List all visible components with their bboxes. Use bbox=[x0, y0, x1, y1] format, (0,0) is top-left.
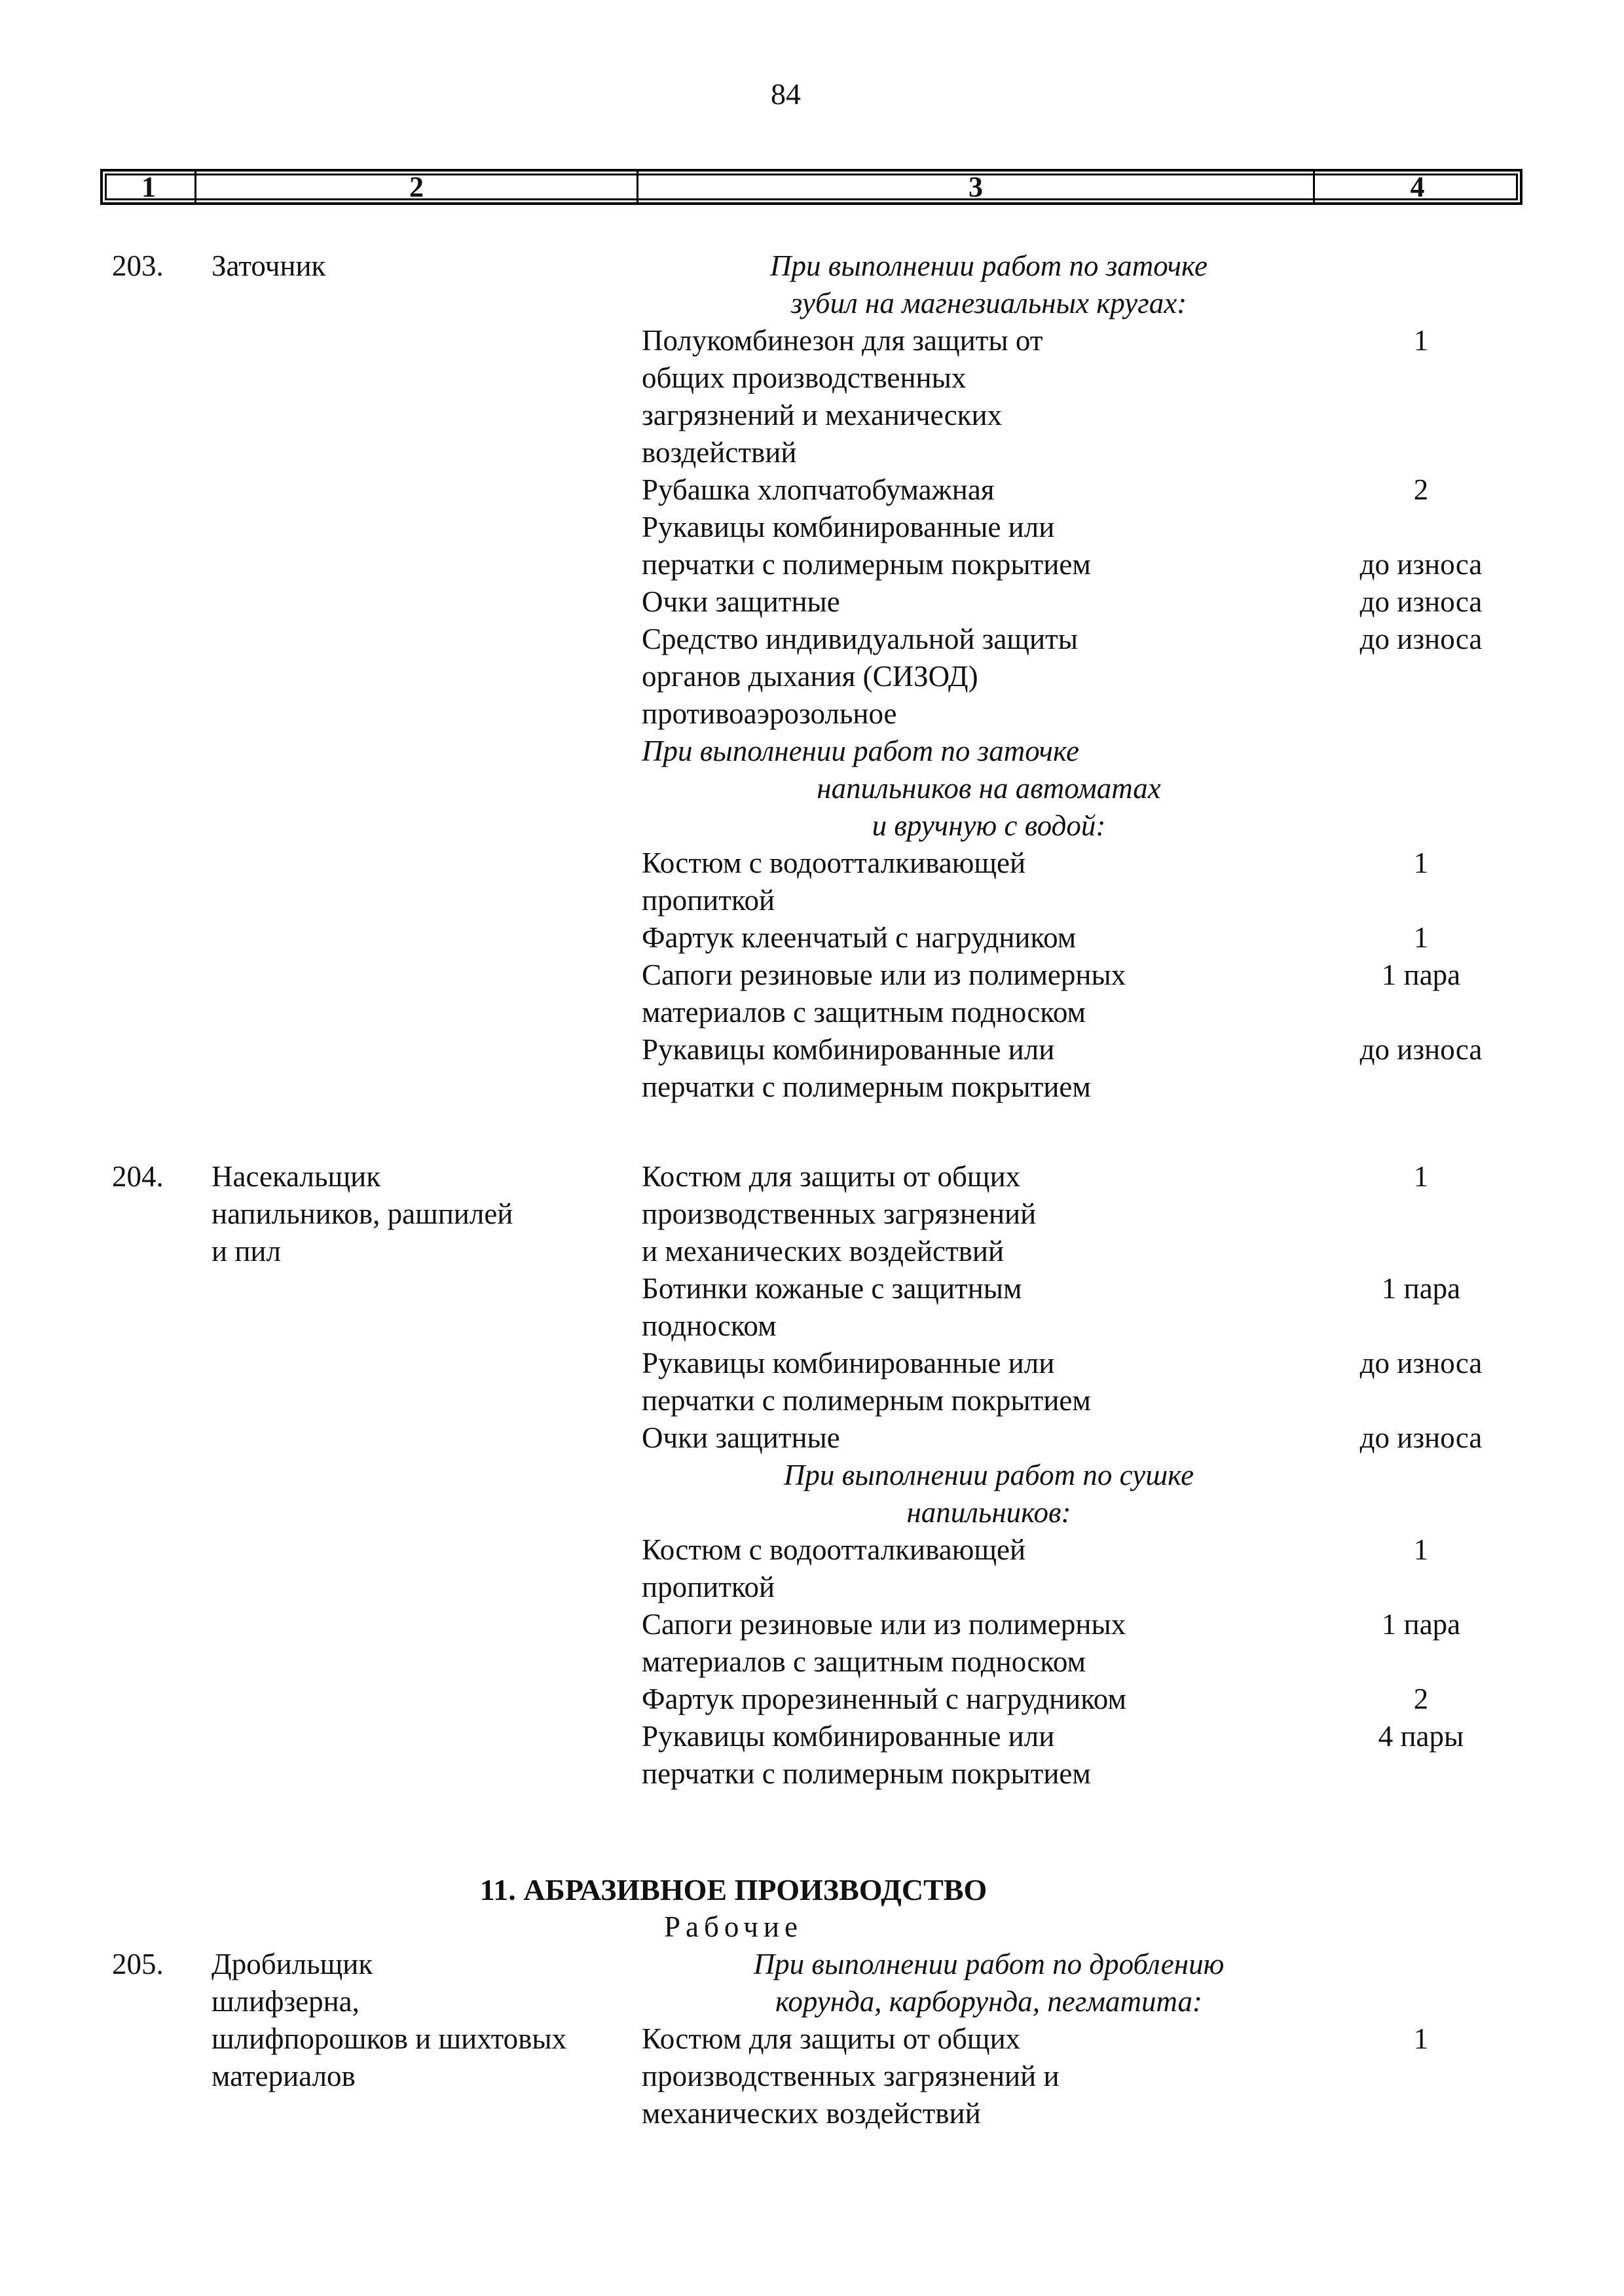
item-row bbox=[642, 1195, 1506, 1233]
item-row bbox=[642, 658, 1506, 695]
condition-heading: При выполнении работ по заточке bbox=[770, 249, 1208, 282]
item-quantity bbox=[1336, 994, 1506, 1031]
item-quantity bbox=[1336, 1233, 1506, 1270]
item-quantity bbox=[1336, 2095, 1506, 2132]
item-row bbox=[642, 359, 1506, 397]
item-description: Средство индивидуальной защиты bbox=[642, 623, 1079, 655]
page-number: 84 bbox=[771, 77, 801, 111]
spacer bbox=[112, 1106, 1520, 1158]
profession-line: и пил bbox=[212, 1235, 281, 1267]
item-description: Очки защитные bbox=[642, 1421, 840, 1454]
profession-line: шлифзерна, bbox=[212, 1985, 360, 2018]
item-row bbox=[642, 2095, 1506, 2132]
profession-line: Заточник bbox=[212, 249, 326, 282]
item-quantity: 1 bbox=[1413, 847, 1429, 879]
item-row bbox=[642, 845, 1506, 882]
item-quantity: 4 пары bbox=[1378, 1720, 1464, 1753]
profession-line: напильников, рашпилей bbox=[212, 1197, 513, 1230]
entry-items bbox=[642, 247, 1506, 1106]
condition-heading: зубил на магнезиальных кругах: bbox=[790, 287, 1187, 319]
item-quantity: 1 пара bbox=[1381, 958, 1461, 991]
item-description: Сапоги резиновые или из полимерных bbox=[642, 958, 1126, 991]
item-description: Костюм с водоотталкивающей bbox=[642, 1533, 1026, 1566]
item-description: Костюм для защиты от общих bbox=[642, 2022, 1021, 2055]
item-row bbox=[642, 1718, 1506, 1755]
item-row bbox=[642, 1382, 1506, 1419]
item-quantity bbox=[1336, 1643, 1506, 1681]
column-header-1: 1 bbox=[103, 172, 196, 202]
item-row bbox=[642, 1569, 1506, 1606]
item-row bbox=[642, 2020, 1506, 2058]
column-header-2: 2 bbox=[196, 172, 638, 202]
item-quantity bbox=[1336, 2058, 1506, 2095]
item-description: Рукавицы комбинированные или bbox=[642, 511, 1055, 543]
item-row bbox=[642, 397, 1506, 434]
item-row bbox=[642, 695, 1506, 733]
item-row bbox=[642, 1531, 1506, 1569]
item-quantity bbox=[1336, 695, 1506, 733]
item-description: Фартук прорезиненный с нагрудником bbox=[642, 1683, 1126, 1715]
item-description: Костюм для защиты от общих bbox=[642, 1160, 1021, 1193]
item-row bbox=[642, 957, 1506, 994]
section-subtitle: Рабочие bbox=[664, 1910, 803, 1943]
item-row bbox=[642, 509, 1506, 546]
table-entry bbox=[112, 1158, 1520, 1793]
entry-number: 204. bbox=[112, 1160, 164, 1193]
item-quantity: до износа bbox=[1359, 548, 1483, 581]
profession-line: Дробильщик bbox=[212, 1948, 373, 1980]
item-quantity: 1 пара bbox=[1381, 1608, 1461, 1641]
item-description: Рукавицы комбинированные или bbox=[642, 1720, 1055, 1753]
item-quantity: до износа bbox=[1359, 585, 1483, 618]
item-row bbox=[642, 1031, 1506, 1068]
item-row bbox=[642, 1419, 1506, 1457]
item-row bbox=[642, 1068, 1506, 1106]
entry-profession bbox=[212, 247, 642, 1106]
entry-items bbox=[642, 1946, 1506, 2132]
item-row bbox=[642, 1643, 1506, 1681]
item-quantity bbox=[1336, 1068, 1506, 1106]
item-quantity: 1 пара bbox=[1381, 1272, 1461, 1305]
item-quantity bbox=[1336, 1382, 1506, 1419]
table-entry bbox=[112, 1946, 1520, 2132]
condition-heading: напильников на автоматах bbox=[817, 772, 1161, 805]
section-title: 11. АБРАЗИВНОЕ ПРОИЗВОДСТВО bbox=[479, 1873, 987, 1906]
entry-profession bbox=[212, 1158, 642, 1793]
entry-number: 203. bbox=[112, 249, 164, 282]
item-description: противоаэрозольное bbox=[642, 697, 897, 730]
item-description: производственных загрязнений и bbox=[642, 2060, 1060, 2092]
table-entry bbox=[112, 247, 1520, 1106]
item-quantity bbox=[1336, 882, 1506, 919]
profession-line: Насекальщик bbox=[212, 1160, 381, 1193]
condition-heading: При выполнении работ по заточке bbox=[642, 735, 1079, 767]
item-row bbox=[642, 1270, 1506, 1307]
item-quantity bbox=[1336, 1307, 1506, 1345]
item-row bbox=[642, 434, 1506, 471]
entry-205 bbox=[112, 1946, 1520, 2132]
item-row bbox=[642, 1233, 1506, 1270]
item-description: общих производственных bbox=[642, 361, 967, 394]
condition-heading: При выполнении работ по сушке bbox=[783, 1459, 1194, 1491]
item-quantity bbox=[1336, 1195, 1506, 1233]
item-description: перчатки с полимерным покрытием bbox=[642, 548, 1091, 581]
entry-profession bbox=[212, 1946, 642, 2132]
item-row bbox=[642, 1307, 1506, 1345]
item-quantity: до износа bbox=[1359, 623, 1483, 655]
entry-items bbox=[642, 1158, 1506, 1793]
item-description: подноском bbox=[642, 1309, 777, 1342]
item-row bbox=[642, 546, 1506, 583]
item-quantity bbox=[1336, 509, 1506, 546]
item-description: Костюм с водоотталкивающей bbox=[642, 847, 1026, 879]
item-row bbox=[642, 621, 1506, 658]
item-row bbox=[642, 322, 1506, 359]
item-quantity bbox=[1336, 1569, 1506, 1606]
entry-number: 205. bbox=[112, 1948, 164, 1980]
condition-heading: напильников: bbox=[906, 1496, 1071, 1529]
item-description: Фартук клеенчатый с нагрудником bbox=[642, 921, 1077, 954]
item-quantity bbox=[1336, 658, 1506, 695]
condition-heading: При выполнении работ по дроблению bbox=[753, 1948, 1225, 1980]
item-description: Сапоги резиновые или из полимерных bbox=[642, 1608, 1126, 1641]
item-description: органов дыхания (СИЗОД) bbox=[642, 660, 978, 693]
item-description: Очки защитные bbox=[642, 585, 840, 618]
item-description: Рубашка хлопчатобумажная bbox=[642, 473, 995, 506]
item-description: загрязнений и механических bbox=[642, 399, 1003, 431]
item-description: Рукавицы комбинированные или bbox=[642, 1033, 1055, 1066]
item-quantity: 1 bbox=[1413, 2022, 1429, 2055]
item-quantity bbox=[1336, 397, 1506, 434]
item-row bbox=[642, 583, 1506, 621]
item-description: и механических воздействий bbox=[642, 1235, 1005, 1267]
item-row bbox=[642, 882, 1506, 919]
condition-heading: корунда, карборунда, пегматита: bbox=[775, 1985, 1203, 2018]
item-description: производственных загрязнений bbox=[642, 1197, 1037, 1230]
item-row bbox=[642, 994, 1506, 1031]
item-quantity: 1 bbox=[1413, 1160, 1429, 1193]
item-quantity: 1 bbox=[1413, 1533, 1429, 1566]
item-description: материалов с защитным подноском bbox=[642, 996, 1086, 1029]
item-description: пропиткой bbox=[642, 884, 775, 917]
item-row bbox=[642, 471, 1506, 509]
item-row bbox=[642, 1606, 1506, 1643]
item-quantity: до износа bbox=[1359, 1421, 1483, 1454]
item-quantity bbox=[1336, 434, 1506, 471]
item-description: механических воздействий bbox=[642, 2097, 981, 2130]
item-description: воздействий bbox=[642, 436, 797, 469]
item-description: перчатки с полимерным покрытием bbox=[642, 1070, 1091, 1103]
column-header-4: 4 bbox=[1410, 171, 1425, 203]
item-quantity: до износа bbox=[1359, 1033, 1483, 1066]
item-row bbox=[642, 1345, 1506, 1382]
item-description: материалов с защитным подноском bbox=[642, 1645, 1086, 1678]
item-quantity: до износа bbox=[1359, 1347, 1483, 1379]
document-body bbox=[112, 247, 1520, 2132]
item-row bbox=[642, 1158, 1506, 1195]
item-description: перчатки с полимерным покрытием bbox=[642, 1384, 1091, 1417]
item-quantity bbox=[1336, 1755, 1506, 1793]
item-description: Полукомбинезон для защиты от bbox=[642, 324, 1043, 357]
item-description: пропиткой bbox=[642, 1571, 775, 1603]
profession-line: шлифпорошков и шихтовых материалов bbox=[212, 2022, 567, 2092]
item-row bbox=[642, 1681, 1506, 1718]
item-description: перчатки с полимерным покрытием bbox=[642, 1757, 1091, 1790]
item-quantity bbox=[1336, 359, 1506, 397]
item-quantity: 2 bbox=[1413, 1683, 1429, 1715]
item-description: Ботинки кожаные с защитным bbox=[642, 1272, 1022, 1305]
item-row bbox=[642, 1755, 1506, 1793]
item-quantity: 2 bbox=[1413, 473, 1429, 506]
item-row bbox=[642, 2058, 1506, 2095]
column-header-row bbox=[100, 169, 1522, 205]
item-quantity: 1 bbox=[1413, 324, 1429, 357]
item-description: Рукавицы комбинированные или bbox=[642, 1347, 1055, 1379]
column-header-3: 3 bbox=[638, 172, 1315, 202]
item-quantity: 1 bbox=[1413, 921, 1429, 954]
item-row bbox=[642, 919, 1506, 957]
entries-list bbox=[112, 247, 1520, 1793]
condition-heading: и вручную с водой: bbox=[872, 809, 1106, 842]
